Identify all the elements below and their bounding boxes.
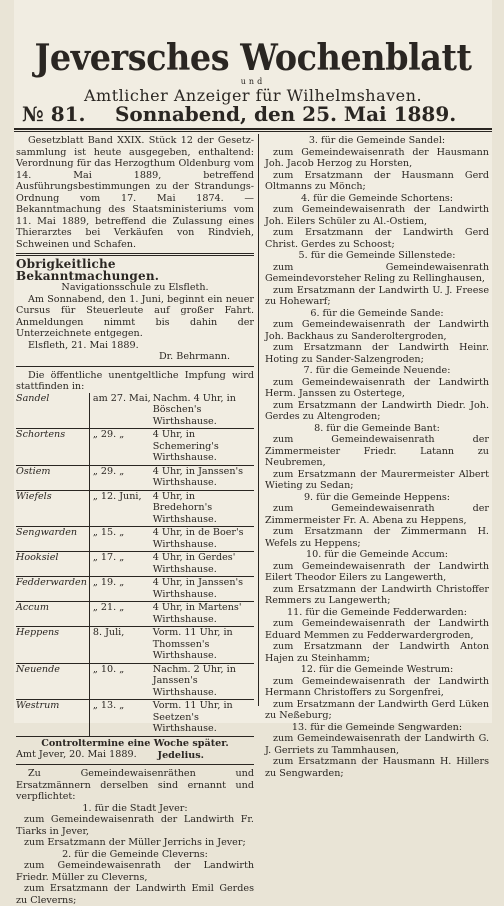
schedule-row bbox=[16, 602, 254, 627]
appointment-line: zum Gemeindewaisenrath der Landwirth Herm. Janssen zu Ostertege, bbox=[265, 377, 489, 400]
schedule-place: Accum bbox=[16, 602, 89, 627]
navigation-school-text: Am Sonnabend, den 1. Juni, beginnt ein neuer Cursus für Steuerleute auf großer Fahrt. Anmeldungen nimmt bis dahin der Unterzeichnete entgegen. bbox=[16, 294, 254, 340]
header-rule bbox=[14, 128, 492, 130]
appointment-line: zum Ersatzmann der Landwirth Gerd Lüken zu Neßeburg; bbox=[265, 699, 489, 722]
divider bbox=[16, 764, 254, 765]
municipality-heading: 3. für die Gemeinde Sandel: bbox=[265, 135, 489, 147]
guardianship-line: zum Ersatzmann der Landwirth Emil Gerdes zu Cleverns; bbox=[16, 883, 254, 906]
schedule-info: 4 Uhr, in Martens' Wirthshause. bbox=[151, 602, 254, 627]
schedule-row bbox=[16, 577, 254, 602]
issue-number: № 81. bbox=[22, 102, 108, 126]
guardianship-line: zum Gemeindewaisenrath der Landwirth Fr. Tiarks in Jever, bbox=[16, 814, 254, 837]
schedule-date: 8. Juli, bbox=[89, 627, 150, 664]
divider bbox=[16, 366, 254, 367]
schedule-date: „ 12. Juni, bbox=[89, 490, 150, 527]
schedule-row bbox=[16, 700, 254, 737]
schedule-row bbox=[16, 552, 254, 577]
municipality-heading: 9. für die Gemeinde Heppens: bbox=[265, 492, 489, 504]
appointment-line: zum Gemeindewaisenrath der Zimmermeister Friedr. Latann zu Neubremen, bbox=[265, 434, 489, 469]
vaccination-intro: Die öffentliche unentgeltliche Impfung wird stattfinden in: bbox=[16, 370, 254, 393]
schedule-info: 4 Uhr, in Janssen's Wirthshause. bbox=[151, 465, 254, 490]
appointment-line: zum Gemeindewaisenrath der Landwirth Eilert Theodor Eilers zu Langewerth, bbox=[265, 561, 489, 584]
guardianship-line: 1. für die Stadt Jever: bbox=[16, 803, 254, 815]
appointment-line: zum Ersatzmann der Landwirth Christoffer Remmers zu Langewerth; bbox=[265, 584, 489, 607]
schedule-row bbox=[16, 627, 254, 664]
guardianship-line: zum Ersatzmann der Müller Jerrichs in Jever; bbox=[16, 837, 254, 849]
schedule-date: am 27. Mai, bbox=[89, 393, 150, 429]
appointment-line: zum Gemeindewaisenrath der Zimmermeister Fr. A. Abena zu Heppens, bbox=[265, 503, 489, 526]
appointment-line: zum Ersatzmann der Landwirth Diedr. Joh. Gerdes zu Altengroden; bbox=[265, 400, 489, 423]
schedule-row bbox=[16, 490, 254, 527]
schedule-place: Fedderwarden bbox=[16, 577, 89, 602]
schedule-place: Ostiem bbox=[16, 465, 89, 490]
schedule-date: „ 19. „ bbox=[89, 577, 150, 602]
appointment-line: zum Ersatzmann der Landwirth Heinr. Hoting zu Sander-Salzengroden; bbox=[265, 342, 489, 365]
schedule-row bbox=[16, 429, 254, 466]
control-place: Amt Jever, 20. Mai 1889. bbox=[16, 749, 254, 761]
appointment-line: zum Gemeindewaisenrath der Landwirth G. J. Gerriets zu Tammhausen, bbox=[265, 733, 489, 756]
schedule-date: „ 29. „ bbox=[89, 429, 150, 466]
masthead-und: und bbox=[14, 77, 492, 86]
section-rule bbox=[16, 253, 254, 256]
schedule-date: „ 10. „ bbox=[89, 663, 150, 700]
schedule-date: „ 13. „ bbox=[89, 700, 150, 737]
appointment-line: zum Gemeindewaisenrath der Landwirth Eduard Memmen zu Fedderwardergroden, bbox=[265, 618, 489, 641]
municipality-heading: 13. für die Gemeinde Sengwarden: bbox=[265, 722, 489, 734]
column-divider bbox=[258, 134, 259, 706]
schedule-place: Hooksiel bbox=[16, 552, 89, 577]
municipality-heading: 7. für die Gemeinde Neuende: bbox=[265, 365, 489, 377]
left-column bbox=[16, 135, 254, 906]
municipality-heading: 11. für die Gemeinde Fedderwarden: bbox=[265, 607, 489, 619]
schedule-place: Westrum bbox=[16, 700, 89, 737]
appointment-line: zum Gemeindewaisenrath der Landwirth Joh. Backhaus zu Sanderoltergroden, bbox=[265, 319, 489, 342]
schedule-date: „ 15. „ bbox=[89, 527, 150, 552]
schedule-place: Sandel bbox=[16, 393, 89, 429]
navigation-school-signature: Dr. Behrmann. bbox=[16, 351, 254, 363]
schedule-row bbox=[16, 465, 254, 490]
schedule-place: Wiefels bbox=[16, 490, 89, 527]
schedule-info: 4 Uhr, in Schemering's Wirthshause. bbox=[151, 429, 254, 466]
guardianship-line: zum Gemeindewaisenrath der Landwirth Friedr. Müller zu Cleverns, bbox=[16, 860, 254, 883]
schedule-place: Heppens bbox=[16, 627, 89, 664]
vaccination-schedule bbox=[16, 393, 254, 737]
municipality-heading: 10. für die Gemeinde Accum: bbox=[265, 549, 489, 561]
appointment-line: zum Gemeindewaisenrath der Landwirth Joh. Eilers Schüler zu Al.-Ostiem, bbox=[265, 204, 489, 227]
right-column bbox=[265, 135, 489, 779]
appointment-line: zum Ersatzmann der Zimmermann H. Wefels zu Heppens; bbox=[265, 526, 489, 549]
municipality-heading: 6. für die Gemeinde Sande: bbox=[265, 308, 489, 320]
schedule-date: „ 29. „ bbox=[89, 465, 150, 490]
guardianship-list bbox=[16, 803, 254, 906]
appointment-line: zum Ersatzmann der Maurermeister Albert Wieting zu Sedan; bbox=[265, 469, 489, 492]
schedule-row bbox=[16, 663, 254, 700]
section-heading: Obrigkeitliche Bekanntmachungen. bbox=[16, 259, 254, 282]
control-dates: Controltermine eine Woche später. bbox=[16, 738, 254, 750]
schedule-info: Vorm. 11 Uhr, in Thomssen's Wirthshause. bbox=[151, 627, 254, 664]
guardianship-line: 2. für die Gemeinde Cleverns: bbox=[16, 849, 254, 861]
appointment-line: zum Ersatzmann der Landwirth Anton Hajen zu Steinhamm; bbox=[265, 641, 489, 664]
schedule-place: Neuende bbox=[16, 663, 89, 700]
appointment-line: zum Ersatzmann der Hausmann Gerd Oltmanns zu Mönch; bbox=[265, 170, 489, 193]
schedule-row bbox=[16, 393, 254, 429]
navigation-school-title: Navigationsschule zu Elsfleth. bbox=[16, 282, 254, 294]
gesetzblatt-notice: Gesetzblatt Band XXIX. Stück 12 der Gesetz-sammlung ist heute ausgegeben, enthaltend: Verordnung für das Herzogthum Oldenburg vom 14. Mai 1889, betreffend Ausführungsbestimmungen zu der Strandungs-Ordnung vom 17. Mai 1874. — Bekanntmachung des Staatsministeriums vom 11. Mai 1889, betreffend die Zulassung eines Thierarztes bei Verkäufen von Rindvieh, Schweinen und Schafen. bbox=[16, 135, 254, 250]
schedule-date: „ 17. „ bbox=[89, 552, 150, 577]
masthead bbox=[14, 38, 492, 105]
newspaper-page bbox=[14, 0, 492, 723]
guardianship-intro: Zu Gemeindewaisenräthen und Ersatzmännern derselben sind ernannt und verpflichtet: bbox=[16, 768, 254, 803]
schedule-info: 4 Uhr, in de Boer's Wirthshause. bbox=[151, 527, 254, 552]
navigation-school-place: Elsfleth, 21. Mai 1889. bbox=[16, 340, 254, 352]
schedule-place: Sengwarden bbox=[16, 527, 89, 552]
schedule-info: Vorm. 11 Uhr, in Seetzen's Wirthshause. bbox=[151, 700, 254, 737]
schedule-place: Schortens bbox=[16, 429, 89, 466]
issue-date: Sonnabend, den 25. Mai 1889. bbox=[115, 102, 456, 126]
schedule-info: 4 Uhr, in Janssen's Wirthshause. bbox=[151, 577, 254, 602]
schedule-row bbox=[16, 527, 254, 552]
appointment-line: zum Ersatzmann der Landwirth Gerd Christ. Gerdes zu Schoost; bbox=[265, 227, 489, 250]
municipality-heading: 8. für die Gemeinde Bant: bbox=[265, 423, 489, 435]
newspaper-title: Jeversches Wochenblatt bbox=[31, 38, 476, 78]
schedule-date: „ 21. „ bbox=[89, 602, 150, 627]
appointment-line: zum Ersatzmann der Hausmann H. Hillers zu Sengwarden; bbox=[265, 756, 489, 779]
municipality-heading: 12. für die Gemeinde Westrum: bbox=[265, 664, 489, 676]
appointment-line: zum Gemeindewaisenrath der Landwirth Hermann Christoffers zu Sorgenfrei, bbox=[265, 676, 489, 699]
appointment-line: zum Gemeindewaisenrath der Hausmann Joh. Jacob Herzog zu Horsten, bbox=[265, 147, 489, 170]
appointment-line: zum Gemeindewaisenrath Gemeindevorsteher Reling zu Rellinghausen, bbox=[265, 262, 489, 285]
schedule-info: 4 Uhr, in Bredehorn's Wirthshause. bbox=[151, 490, 254, 527]
newspaper-subtitle: Amtlicher Anzeiger für Wilhelmshaven. bbox=[14, 86, 492, 105]
municipality-heading: 5. für die Gemeinde Sillenstede: bbox=[265, 250, 489, 262]
schedule-info: Nachm. 4 Uhr, in Böschen's Wirthshause. bbox=[151, 393, 254, 429]
issue-line bbox=[22, 102, 484, 126]
schedule-info: 4 Uhr, in Gerdes' Wirthshause. bbox=[151, 552, 254, 577]
appointment-line: zum Ersatzmann der Landwirth U. J. Freese zu Hohewarf; bbox=[265, 285, 489, 308]
control-signature: Jedelius. bbox=[16, 750, 254, 762]
municipality-heading: 4. für die Gemeinde Schortens: bbox=[265, 193, 489, 205]
schedule-info: Nachm. 2 Uhr, in Janssen's Wirthshause. bbox=[151, 663, 254, 700]
header-rule-thin bbox=[14, 131, 492, 132]
